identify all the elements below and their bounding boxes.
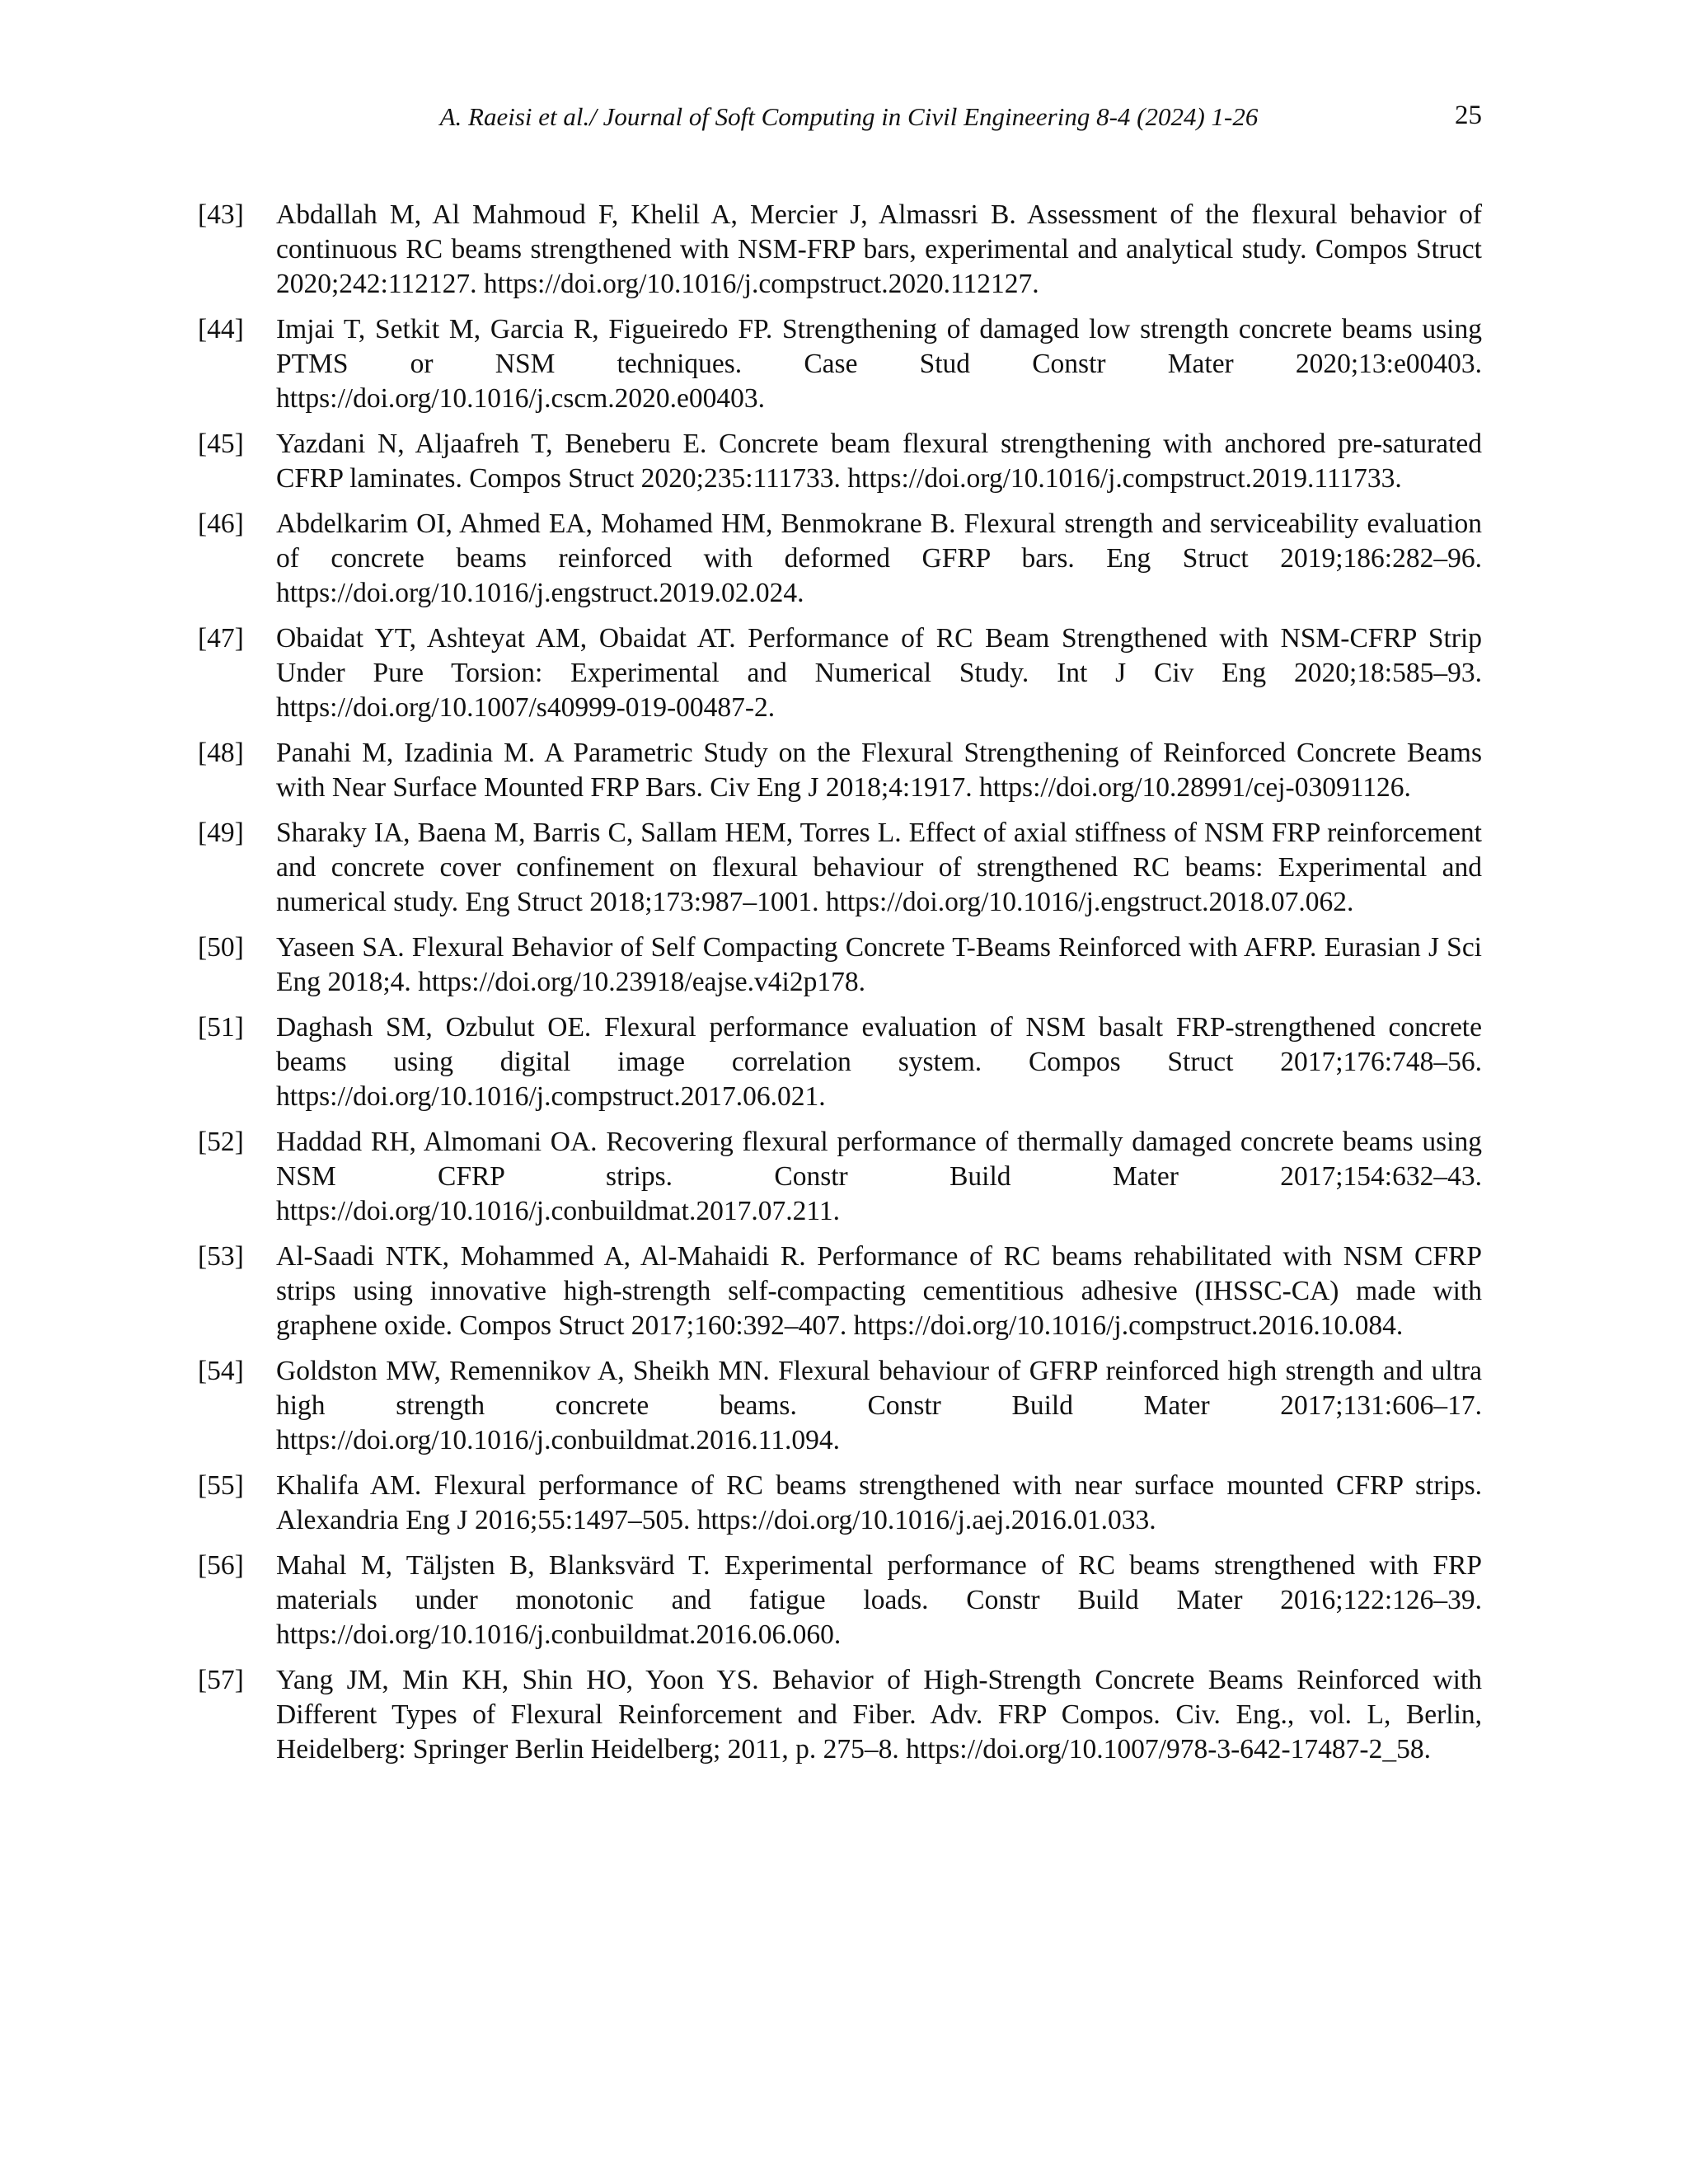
reference-item: [198, 198, 1482, 302]
reference-item: [198, 507, 1482, 611]
reference-number: [56]: [198, 1550, 244, 1581]
reference-text: Mahal M, Täljsten B, Blanksvärd T. Experimental performance of RC beams strengthened with FRP materials under monotonic and fatigue loads. Constr Build Mater 2016;122:126–39. https://doi.org/10.1016/j.conbuildmat.2016.06.060.: [276, 1550, 1482, 1650]
reference-text: Yazdani N, Aljaafreh T, Beneberu E. Concrete beam flexural strengthening with anchored pre-saturated CFRP laminates. Compos Struct 2020;235:111733. https://doi.org/10.1016/j.compstruct.2019.111733.: [276, 429, 1482, 494]
reference-text: Al-Saadi NTK, Mohammed A, Al-Mahaidi R. Performance of RC beams rehabilitated with NSM CFRP strips using innovative high-strength self-compacting cementitious adhesive (IHSSC-CA) made with graphene oxide. Compos Struct 2017;160:392–407. https://doi.org/10.1016/j.compstruct.2016.10.084.: [276, 1241, 1482, 1341]
running-head: A. Raeisi et al./ Journal of Soft Computing in Civil Engineering 8-4 (2024) 1-26: [439, 102, 1259, 131]
page-number: 25: [1455, 101, 1482, 130]
reference-item: [198, 1469, 1482, 1538]
reference-item: [198, 930, 1482, 1000]
reference-text: Panahi M, Izadinia M. A Parametric Study on the Flexural Strengthening of Reinforced Concrete Beams with Near Surface Mounted FRP Bars. Civ Eng J 2018;4:1917. https://doi.org/10.28991/cej-03091126.: [276, 738, 1482, 803]
reference-number: [43]: [198, 199, 244, 230]
reference-item: [198, 1354, 1482, 1458]
reference-text: Daghash SM, Ozbulut OE. Flexural performance evaluation of NSM basalt FRP-strengthened concrete beams using digital image correlation system. Compos Struct 2017;176:748–56. https://doi.org/10.1016/j.compstruct.2017.06.021.: [276, 1012, 1482, 1112]
reference-item: [198, 621, 1482, 725]
reference-list: [198, 198, 1482, 1778]
reference-text: Yaseen SA. Flexural Behavior of Self Compacting Concrete T-Beams Reinforced with AFRP. Eurasian J Sci Eng 2018;4. https://doi.org/10.23918/eajse.v4i2p178.: [276, 932, 1482, 997]
reference-number: [51]: [198, 1012, 244, 1043]
reference-number: [49]: [198, 818, 244, 848]
reference-text: Haddad RH, Almomani OA. Recovering flexural performance of thermally damaged concrete beams using NSM CFRP strips. Constr Build Mater 2017;154:632–43. https://doi.org/10.1016/j.conbuildmat.2017.07.211.: [276, 1127, 1482, 1226]
reference-text: Imjai T, Setkit M, Garcia R, Figueiredo FP. Strengthening of damaged low strength concrete beams using PTMS or NSM techniques. Case Stud Constr Mater 2020;13:e00403. https://doi.org/10.1016/j.cscm.2020.e00403.: [276, 314, 1482, 414]
reference-item: [198, 1240, 1482, 1343]
reference-number: [52]: [198, 1127, 244, 1157]
reference-item: [198, 427, 1482, 496]
reference-number: [44]: [198, 314, 244, 344]
reference-text: Abdallah M, Al Mahmoud F, Khelil A, Mercier J, Almassri B. Assessment of the flexural behavior of continuous RC beams strengthened with NSM-FRP bars, experimental and analytical study. Compos Struct 2020;242:112127. https://doi.org/10.1016/j.compstruct.2020.112127.: [276, 199, 1482, 299]
reference-number: [54]: [198, 1356, 244, 1386]
reference-number: [47]: [198, 623, 244, 654]
reference-text: Obaidat YT, Ashteyat AM, Obaidat AT. Performance of RC Beam Strengthened with NSM-CFRP Strip Under Pure Torsion: Experimental and Numerical Study. Int J Civ Eng 2020;18:585–93. https://doi.org/10.1007/s40999-019-00487-2.: [276, 623, 1482, 723]
reference-number: [45]: [198, 429, 244, 459]
reference-item: [198, 816, 1482, 920]
reference-item: [198, 1549, 1482, 1652]
reference-number: [55]: [198, 1470, 244, 1501]
reference-text: Abdelkarim OI, Ahmed EA, Mohamed HM, Benmokrane B. Flexural strength and serviceability evaluation of concrete beams reinforced with deformed GFRP bars. Eng Struct 2019;186:282–96. https://doi.org/10.1016/j.engstruct.2019.02.024.: [276, 509, 1482, 608]
reference-number: [57]: [198, 1665, 244, 1695]
reference-item: [198, 1663, 1482, 1767]
reference-number: [46]: [198, 509, 244, 539]
reference-text: Sharaky IA, Baena M, Barris C, Sallam HEM, Torres L. Effect of axial stiffness of NSM FRP reinforcement and concrete cover confinement on flexural behaviour of strengthened RC beams: Experimental and numerical study. Eng Struct 2018;173:987–1001. https://doi.org/10.1016/j.engstruct.2018.07.062.: [276, 818, 1482, 917]
reference-item: [198, 1010, 1482, 1114]
reference-item: [198, 736, 1482, 805]
reference-text: Khalifa AM. Flexural performance of RC beams strengthened with near surface mounted CFRP strips. Alexandria Eng J 2016;55:1497–505. https://doi.org/10.1016/j.aej.2016.01.033.: [276, 1470, 1482, 1535]
reference-number: [50]: [198, 932, 244, 963]
reference-text: Yang JM, Min KH, Shin HO, Yoon YS. Behavior of High-Strength Concrete Beams Reinforced with Different Types of Flexural Reinforcement and Fiber. Adv. FRP Compos. Civ. Eng., vol. L, Berlin, Heidelberg: Springer Berlin Heidelberg; 2011, p. 275–8. https://doi.org/10.1007/978-3-642-17487-2_58.: [276, 1665, 1482, 1765]
reference-text: Goldston MW, Remennikov A, Sheikh MN. Flexural behaviour of GFRP reinforced high strength and ultra high strength concrete beams. Constr Build Mater 2017;131:606–17. https://doi.org/10.1016/j.conbuildmat.2016.11.094.: [276, 1356, 1482, 1455]
reference-item: [198, 1125, 1482, 1229]
reference-item: [198, 312, 1482, 416]
reference-number: [53]: [198, 1241, 244, 1272]
reference-number: [48]: [198, 738, 244, 768]
